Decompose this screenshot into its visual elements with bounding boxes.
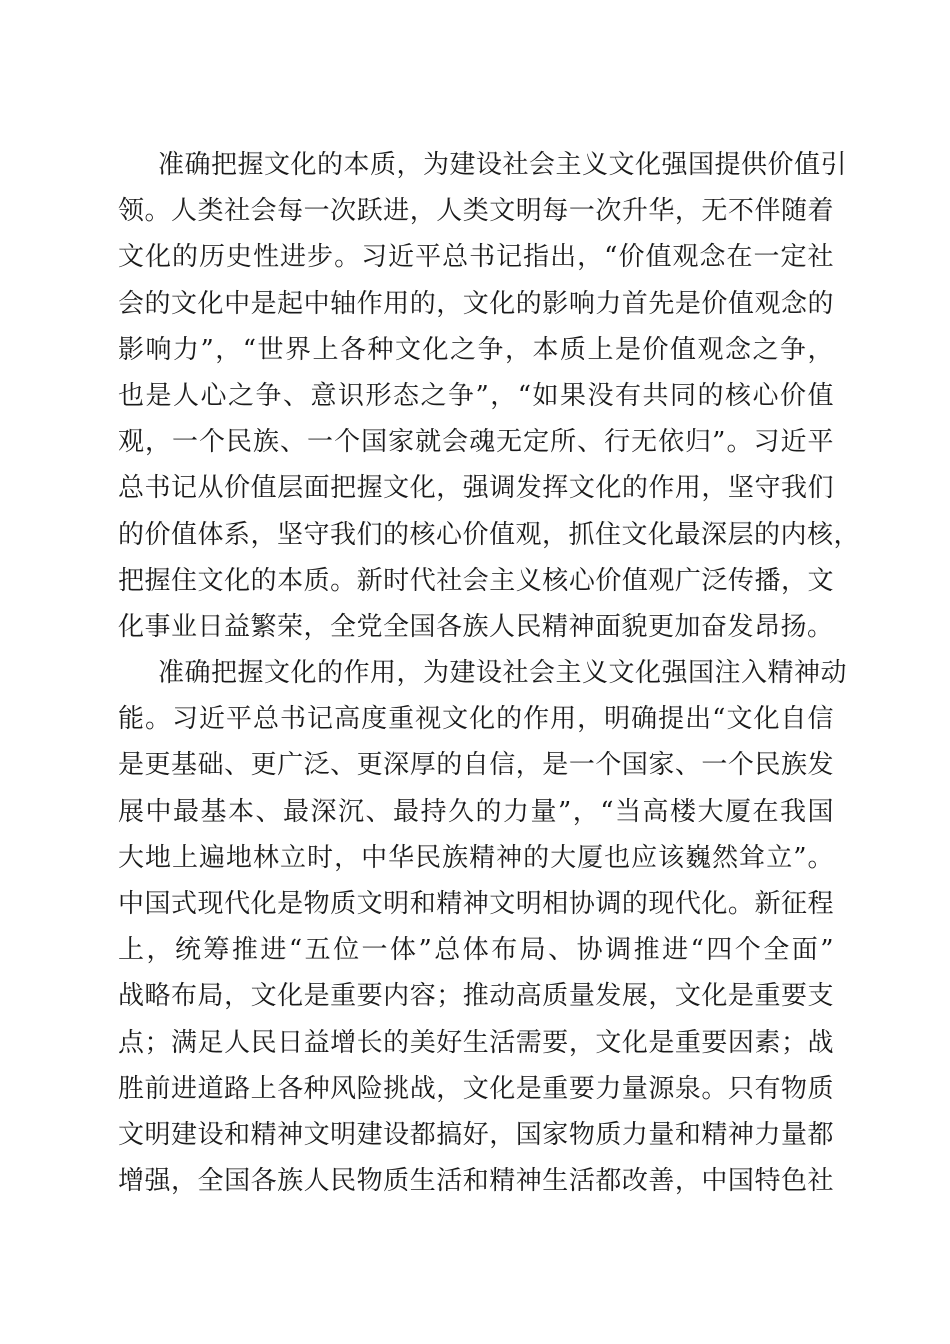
text-line: 化事业日益繁荣，全党全国各族人民精神面貌更加奋发昂扬。 [118,611,834,642]
text-line: 战略布局，文化是重要内容；推动高质量发展，文化是重要支 [118,981,834,1012]
text-line: 也是人心之争、意识形态之争”，“如果没有共同的核心价值 [118,380,834,411]
paragraph-value-essence [118,142,861,650]
text-line: 胜前进道路上各种风险挑战，文化是重要力量源泉。只有物质 [118,1073,834,1104]
text-line: 准确把握文化的作用，为建设社会主义文化强国注入精神动 [158,658,848,689]
text-line: 能。习近平总书记高度重视文化的作用，明确提出“文化自信 [118,704,834,735]
text-line: 文明建设和精神文明建设都搞好，国家物质力量和精神力量都 [118,1119,834,1150]
text-line: 准确把握文化的本质，为建设社会主义文化强国提供价值引 [158,150,848,180]
text-line: 会的文化中是起中轴作用的，文化的影响力首先是价值观念的 [118,288,834,319]
text-line: 增强，全国各族人民物质生活和精神生活都改善，中国特色社 [118,1166,834,1197]
paragraph-culture-role [118,650,848,1204]
text-line: 上，统筹推进“五位一体”总体布局、协调推进“四个全面” [118,935,834,966]
text-line: 领。人类社会每一次跃进，人类文明每一次升华，无不伴随着 [118,196,834,227]
text-line: 点；满足人民日益增长的美好生活需要，文化是重要因素；战 [118,1027,834,1058]
text-line: 是更基础、更广泛、更深厚的自信，是一个国家、一个民族发 [118,750,834,781]
text-line: 展中最基本、最深沉、最持久的力量”，“当高楼大厦在我国 [118,796,834,827]
text-line: 文化的历史性进步。习近平总书记指出，“价值观念在一定社 [118,242,834,273]
text-line: 观，一个民族、一个国家就会魂无定所、行无依归”。习近平 [118,427,834,458]
text-line: 把握住文化的本质。新时代社会主义核心价值观广泛传播，文 [118,565,834,596]
text-line: 的价值体系，坚守我们的核心价值观，抓住文化最深层的内核， [118,519,861,550]
text-line: 大地上遍地林立时，中华民族精神的大厦也应该巍然耸立”。 [118,842,834,873]
document-body [118,142,861,1204]
text-line: 影响力”，“世界上各种文化之争，本质上是价值观念之争， [118,334,834,365]
text-line: 总书记从价值层面把握文化，强调发挥文化的作用，坚守我们 [118,473,834,504]
text-line: 中国式现代化是物质文明和精神文明相协调的现代化。新征程 [118,889,834,919]
